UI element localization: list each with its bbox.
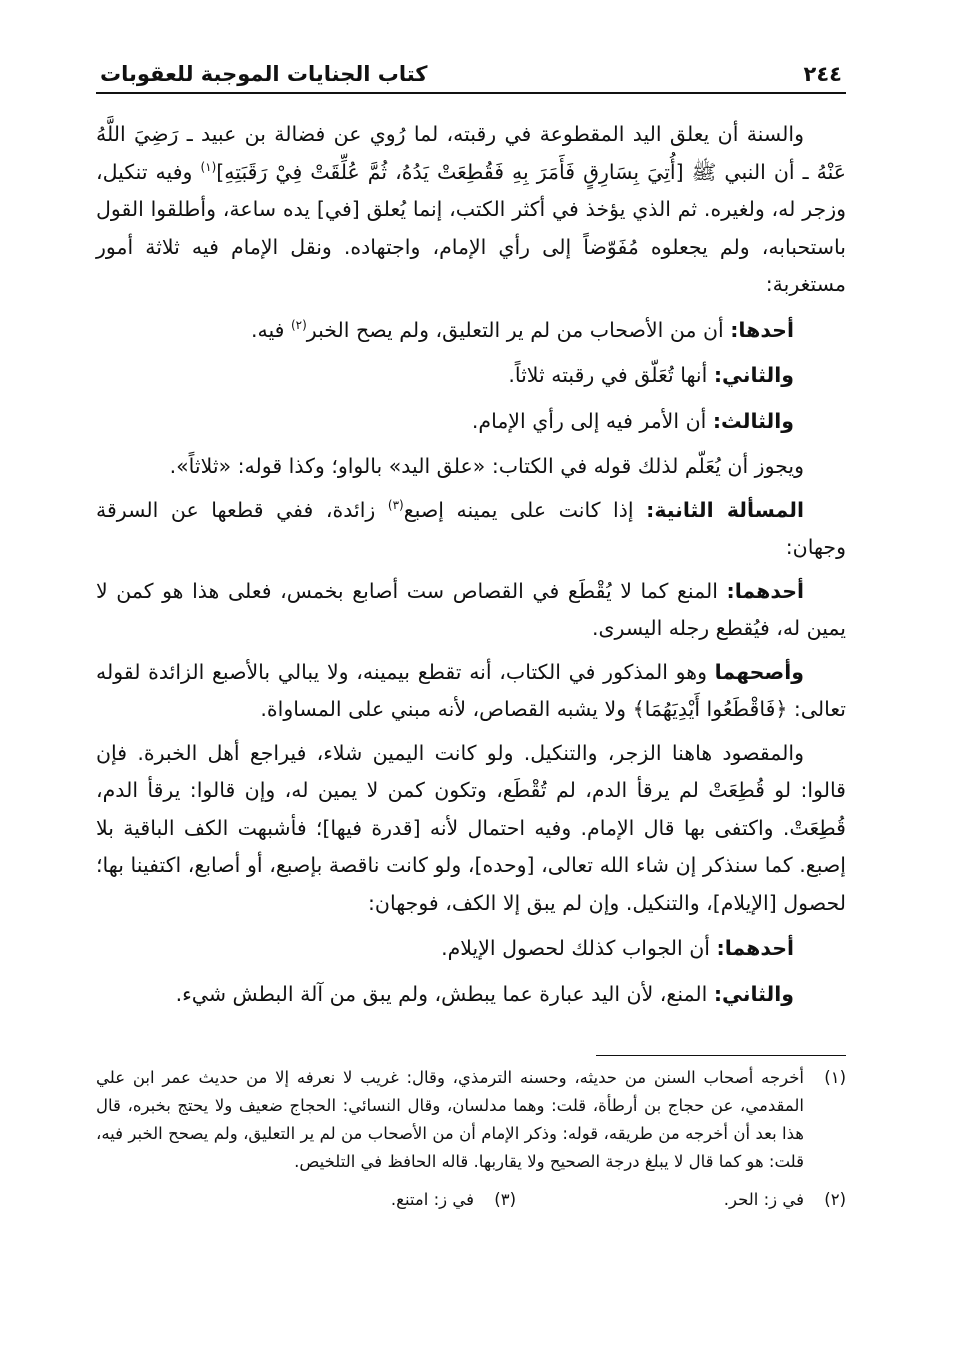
footnote-text: أخرجه أصحاب السنن من حديثه، وحسنه الترمذي، وقال: غريب لا نعرفه إلا من حديث عمر ابن علي المقدمي، عن حجاج بن أرطأة، قلت: وهما مدلسان، وقال النسائي: الحجاج ضعيف ولا يحتج بخبره، قال هذا بعد أن أخرجه من طريقه، قوله: وذكر الإمام أن من الأصحاب من لم ير التعليق، ولم يصحح الخبر فيه، قلت: هو كما قال لا يبلغ درجة الصحيح ولا يقاربها. قاله الحافظ في التلخيص. xyxy=(96,1068,804,1171)
list-item-fourth xyxy=(96,930,846,968)
item-text: المنع، لأن اليد عبارة عما يبطش، ولم يبق من آلة البطش شيء. xyxy=(175,981,714,1006)
footnote-divider xyxy=(596,1055,846,1056)
paragraph-2: ويجوز أن يُعَلّم لذلك قوله في الكتاب: «علق اليد» بالواو؛ وكذا قوله: «ثلاثاً». xyxy=(169,454,804,478)
main-text xyxy=(96,116,846,1013)
item-text: أن الأمر فيه إلى رأي الإمام. xyxy=(471,408,713,433)
footnote-3 xyxy=(186,1186,516,1214)
item-lead: أحدهما: xyxy=(726,578,804,603)
issue-heading: المسألة الثانية: xyxy=(646,497,804,522)
paragraph-4 xyxy=(96,573,846,648)
footnote-number: (٢) xyxy=(824,1190,846,1209)
list-item-second xyxy=(96,357,846,395)
item-text-end: فيه. xyxy=(250,317,291,342)
item-lead: أحدهما: xyxy=(716,936,794,960)
paragraph-3-text: إذا كانت على يمينه إصبع xyxy=(403,497,647,522)
paragraph-6: والمقصود هاهنا الزجر، والتنكيل. ولو كانت اليمين شلاء، فيراجع أهل الخبرة. فإن قالوا: لو قُطِعَتْ لم يرقأ الدم، لم تُقْطَع، وتكون كمن لا يمين له، وإن قالوا: يرقأ الدم، قُطِعَتْ. واكتفى بها قال الإمام. وفيه احتمال لأنه [قدرة فيها]؛ فأشبهت الكف الباقية بلا إصبع. كما سنذكر إن شاء الله تعالى، [وحده]، ولو كانت ناقصة بإصبع، أو أصابع، اكتفينا بها؛ لحصول [الإيلام]، والتنكيل. وإن لم يبق إلا الكف، فوجهان: xyxy=(96,740,846,915)
footnotes-row xyxy=(96,1186,846,1214)
paragraph-5 xyxy=(96,654,846,729)
paragraph-1-continuation: وفيه تنكيل، وزجر له، ولغيره. ثم الذي يؤخذ في أكثر الكتب، إنما يُعلق [في] يده ساعة، وأطلقوا القول باستحبابه، ولم يجعلوه مُفَوّضاً إلى رأي الإمام، واجتهاده. ونقل الإمام فيه ثلاثة أمور مستغربة: xyxy=(96,159,846,296)
item-text: أنها تُعَلّق في رقبته ثلاثاً. xyxy=(508,363,714,387)
list-item-fifth xyxy=(96,976,846,1014)
book-page xyxy=(96,40,846,1214)
item-lead: والثاني: xyxy=(713,981,794,1006)
paragraph-1-text: والسنة أن يعلق اليد المقطوعة في رقبته، لما رُوي عن فضالة بن عبيد ـ رَضِيَ اللَّهُ عَنْهُ ـ أن النبي ﷺ [أُتِيَ بِسَارِقٍ فَأَمَرَ بِهِ فَقُطِعَتْ يَدُهُ، ثُمَّ عُلِّقَتْ فِيْ رَقَبَتِهِ] xyxy=(96,122,847,184)
chapter-title: كتاب الجنايات الموجبة للعقوبات xyxy=(100,62,428,86)
footnote-ref-3: (٣) xyxy=(387,497,404,512)
footnote-2 xyxy=(516,1186,846,1214)
footnote-ref-1: (١) xyxy=(200,159,217,174)
item-lead: وأصحهما xyxy=(714,659,804,684)
list-item-third xyxy=(96,403,846,441)
footnote-ref-2: (٢) xyxy=(290,317,307,332)
item-lead: والثاني: xyxy=(713,363,794,387)
paragraph-3-end: زائدة، ففي قطعها عن السرقة وجهان: xyxy=(96,497,846,559)
paragraph-4-text: المنع كما لا يُقْطَع في القصاص ست أصابع بخمس، فعلى هذا هو كمن لا يمين له، فيُقطع رجله اليسرى. xyxy=(96,578,846,640)
footnote-number: (٣) xyxy=(494,1190,516,1209)
item-lead: أحدها: xyxy=(730,317,794,342)
paragraph-3 xyxy=(96,492,846,567)
footnote-1 xyxy=(96,1064,846,1176)
paragraph-1 xyxy=(96,116,846,304)
footnote-number: (١) xyxy=(824,1068,846,1087)
item-text: أن الجواب كذلك لحصول الإيلام. xyxy=(441,936,717,960)
page-header xyxy=(96,40,846,94)
item-lead: والثالث: xyxy=(712,408,794,433)
paragraph-5-text: وهو المذكور في الكتاب، أنه تقطع بيمينه، ولا يبالي بالأصبع الزائدة لقوله تعالى: ﴿فَاقْطَعُوا أَيْدِيَهُمَا﴾ ولا يشبه القصاص، لأنه مبني على المساواة. xyxy=(96,659,846,721)
item-text: أن من الأصحاب من لم ير التعليق، ولم يصح الخبر xyxy=(306,317,731,342)
footnotes xyxy=(96,1064,846,1214)
footnote-text: في ز: الحر. xyxy=(723,1190,804,1209)
page-number: ٢٤٤ xyxy=(803,62,842,86)
footnote-text: في ز: امتنع. xyxy=(390,1190,474,1209)
list-item-first xyxy=(96,312,846,350)
